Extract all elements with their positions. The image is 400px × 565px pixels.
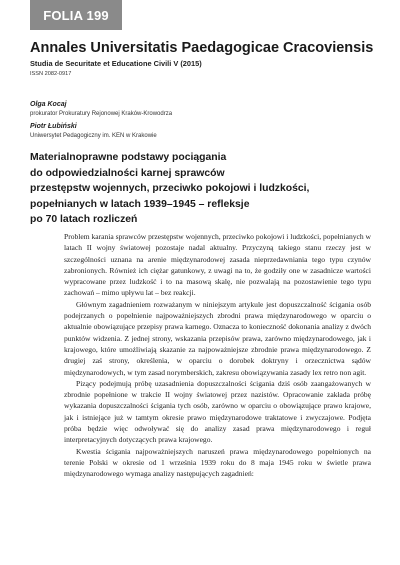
body-paragraph: Głównym zagadnieniem rozważanym w niniejszym artykule jest dopuszczalność ścigania osób podejrzanych o popełnienie najpoważniejszych zbrodni prawa międzynarodowego w oparciu o aktualnie obowiązujące przepisy prawa karnego. Oznacza to konieczność dokonania analizy z dwóch punktów widzenia. Z jednej strony, wskazania przepisów prawa, zarówno międzynarodowego, jak i krajowego, które umożliwiają skazanie za najpoważniejsze zbrodnie prawa międzynarodowego. Z drugiej zaś strony, określenia, w oparciu o dorobek doktryny i orzecznictwa sądów międzynarodowych, w tym zasad norymberskich, zakresu obowiązywania zasady lex retro non agit. bbox=[64, 299, 371, 377]
folio-badge: FOLIA 199 bbox=[30, 0, 122, 30]
article-title bbox=[30, 150, 375, 228]
author-name: Olga Kocaj bbox=[30, 101, 67, 108]
body-paragraph: Kwestia ścigania najpoważniejszych naruszeń prawa międzynarodowego popełnionych na terenie Polski w okresie od 1 września 1939 roku do 8 maja 1945 roku w świetle prawa międzynarodowego wymaga analizy następujących zagadnień: bbox=[64, 446, 371, 479]
body-paragraph: Pizący podejmują próbę uzasadnienia dopuszczalności ścigania dziś osób zaangażowanych w zbrodnie popełnione w trakcie II wojny światowej przez nazistów. Opracowanie zakłada próbę wykazania dopuszczalności ścigania tych osób, zarówno w oparciu o obowiązujące prawo krajowe, jak i istniejące już w tamtym okresie prawo międzynarodowe traktatowe i zwyczajowe. Podjęta próba będzie więc odwoływać się do analizy zasad prawa międzynarodowego i reguł interpretacyjnych dotyczących prawa krajowego. bbox=[64, 378, 371, 445]
article-title-line: popełnianych w latach 1939–1945 – refleksje bbox=[30, 198, 250, 210]
article-title-line: przestępstw wojennych, przeciwko pokojowi i ludzkości, bbox=[30, 183, 310, 194]
article-title-line: po 70 latach rozliczeń bbox=[30, 214, 138, 225]
author-affiliation: prokurator Prokuratury Rejonowej Kraków-Krowodrza bbox=[30, 111, 173, 117]
body-paragraph: Problem karania sprawców przestępstw wojennych, przeciwko pokojowi i ludzkości, popełnianych w latach II wojny światowej pozostaje nadal aktualny. Przyczyną takiego stanu rzeczy jest w szczególności uznana na arenie międzynarodowej zasada nieprzedawniania tego typu czynów zabronionych. Również ich ciężar gatunkowy, z uwagi na to, że godziły one w zasadnicze wartości wypracowane przez ludzkość i to na masową skalę, nie pozwalają na pozostawienie tego typu zachowań – mimo upływu lat – bez reakcji. bbox=[64, 232, 371, 298]
author-name: Piotr Łubiński bbox=[30, 123, 77, 130]
article-title-line: do odpowiedzialności karnej sprawców bbox=[30, 167, 225, 179]
author-affiliation: Uniwersytet Pedagogiczny im. KEN w Krakowie bbox=[30, 133, 157, 139]
journal-title: Annales Universitatis Paedagogicae Cracoviensis bbox=[30, 40, 374, 56]
article-body bbox=[64, 231, 371, 480]
issn: ISSN 2082-0917 bbox=[30, 71, 72, 77]
article-title-line: Materialnoprawne podstawy pociągania bbox=[30, 152, 227, 163]
series-title: Studia de Securitate et Educatione Civili V (2015) bbox=[30, 59, 202, 68]
